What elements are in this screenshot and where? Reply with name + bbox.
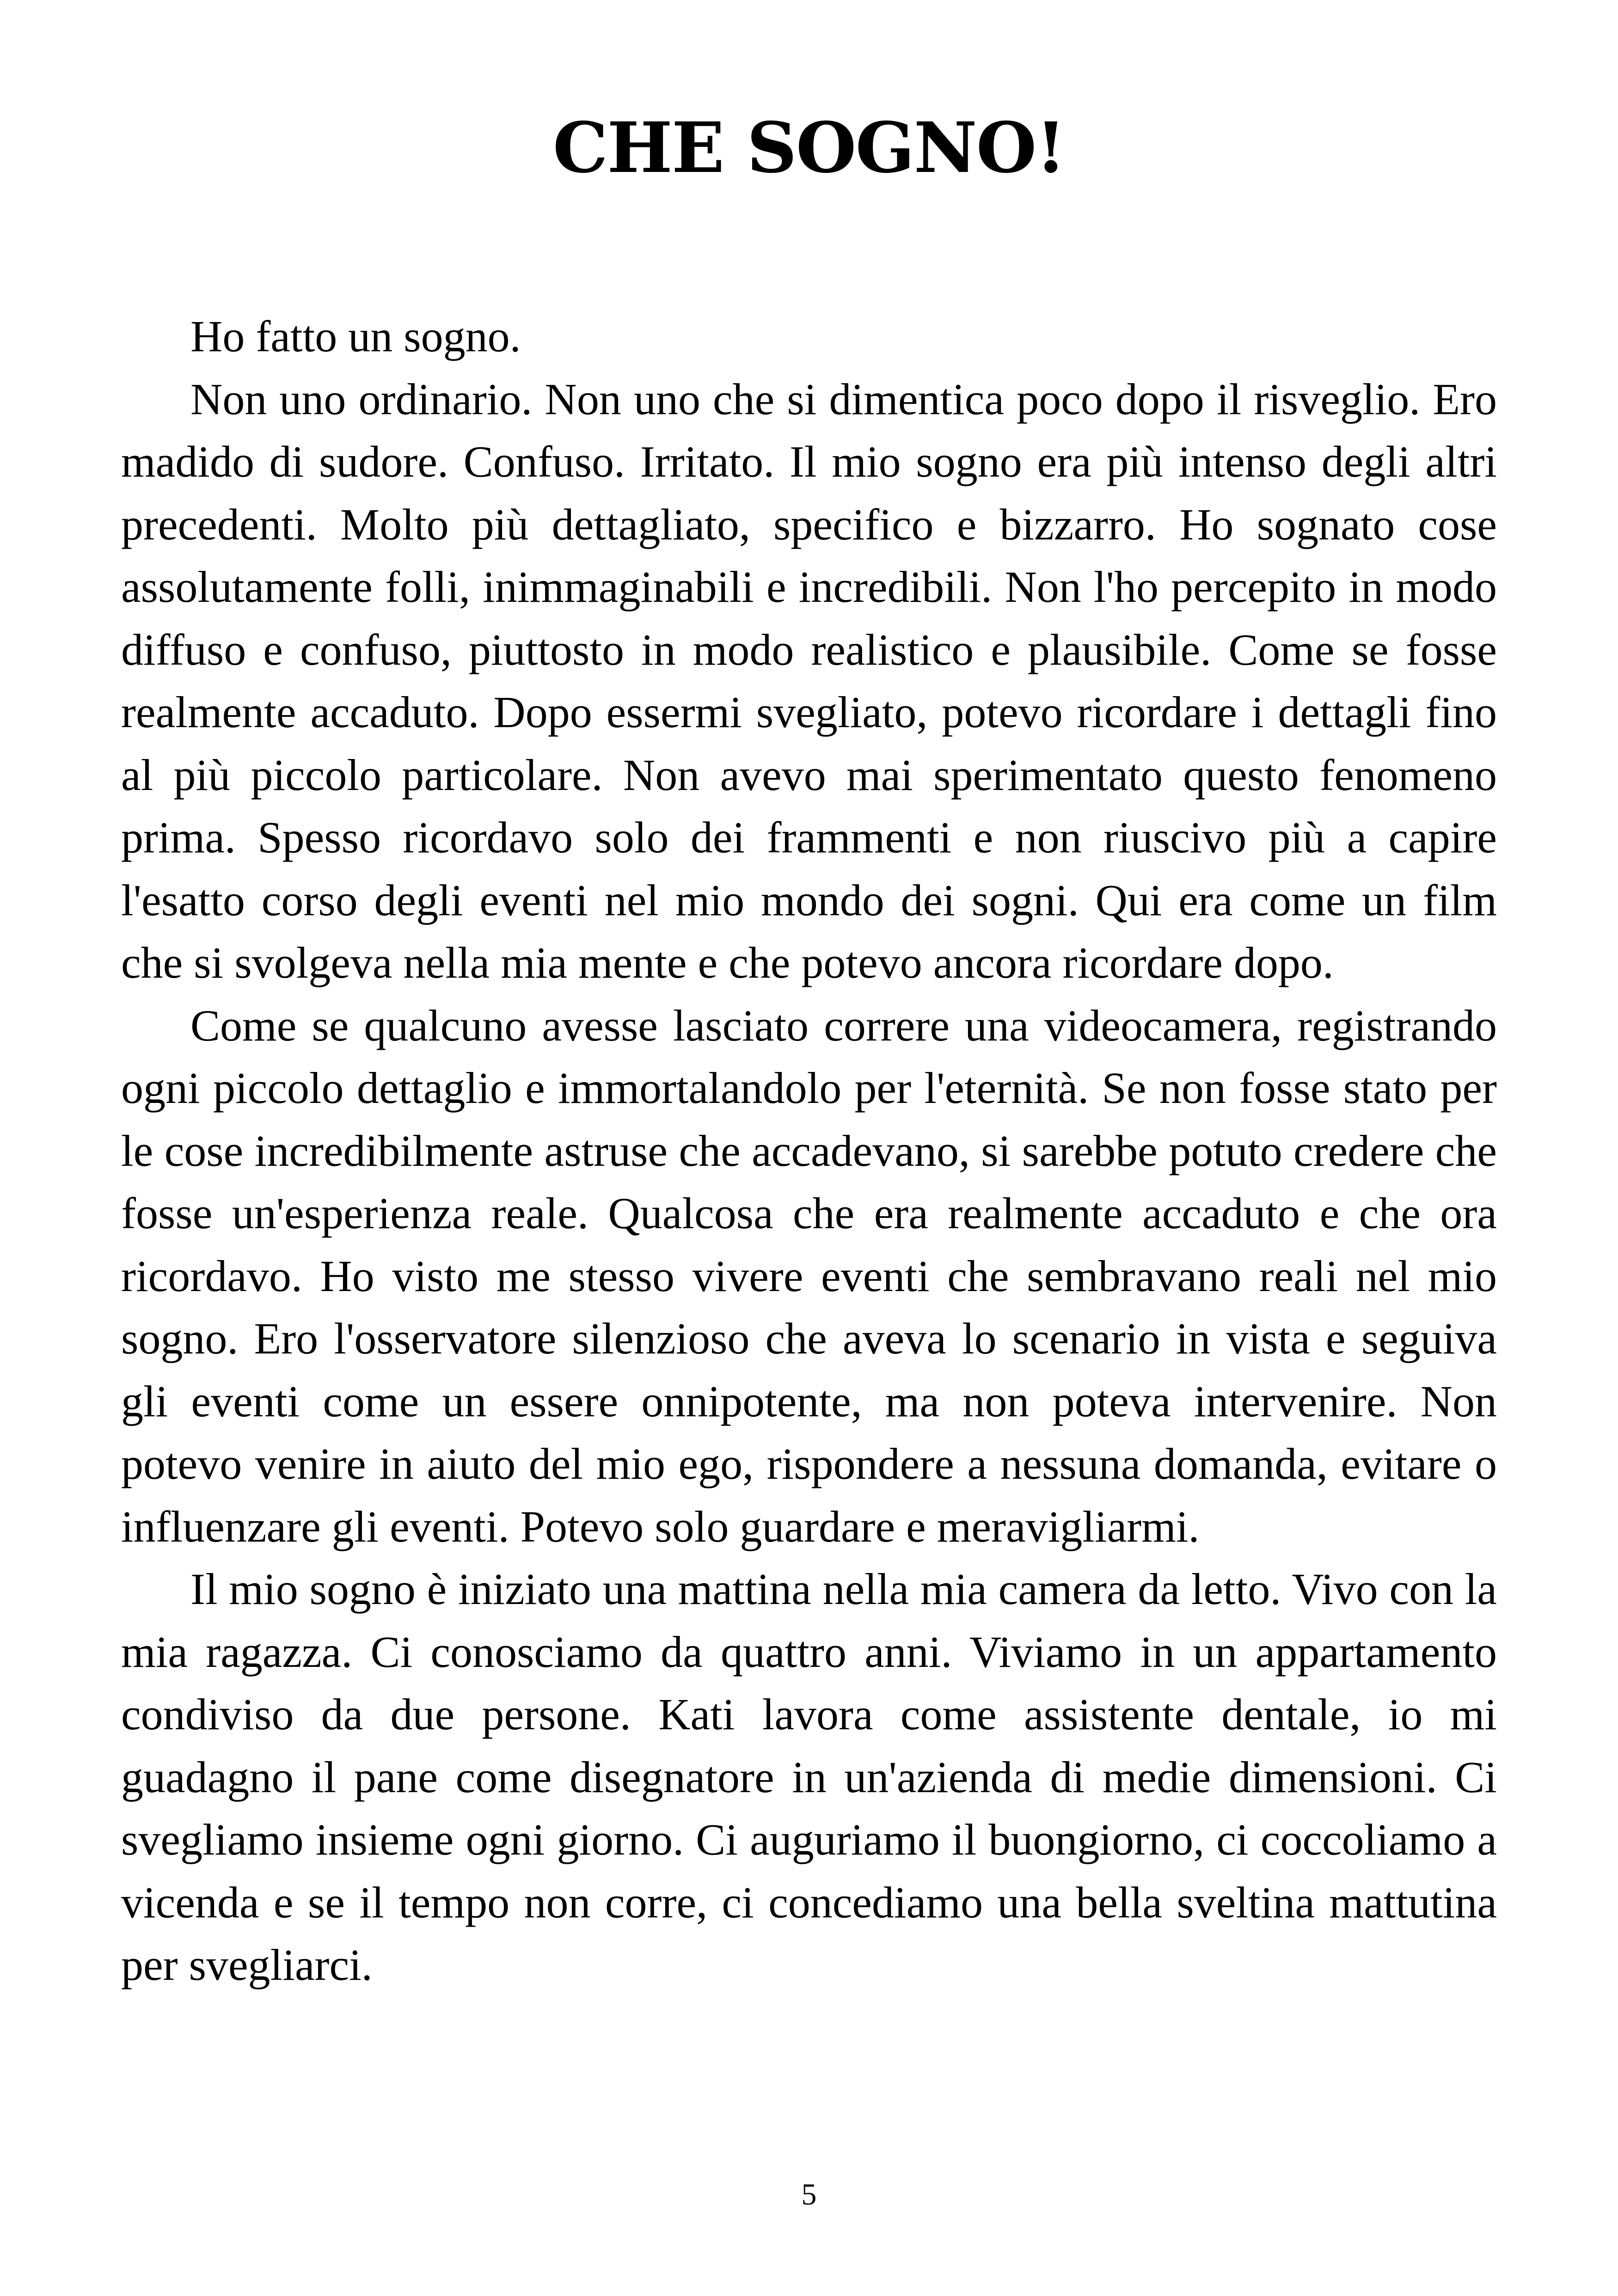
chapter-title: CHE SOGNO! (552, 107, 1066, 189)
page-number: 5 (801, 2178, 817, 2211)
paragraph-3: Come se qualcuno avesse lasciato correre una videocamera, registrando ogni piccolo dettaglio e immortalandolo per l'eternità. Se non fosse stato per le cose incredibilmente astruse che accadevano, si sarebbe potuto credere che fosse un'esperienza reale. Qualcosa che era realmente accaduto e che ora ricordavo. Ho visto me stesso vivere eventi che sembravano reali nel mio sogno. Ero l'osservatore silenzioso che aveva lo scenario in vista e seguiva gli eventi come un essere onnipotente, ma non poteva intervenire. Non potevo venire in aiuto del mio ego, rispondere a nessuna domanda, evitare o influenzare gli eventi. Potevo solo guardare e meravigliarmi. (121, 1000, 1497, 1551)
paragraph-1: Ho fatto un sogno. (190, 312, 521, 361)
paragraph-2: Non uno ordinario. Non uno che si dimentica poco dopo il risveglio. Ero madido di sudore. Confuso. Irritato. Il mio sogno era più intenso degli altri precedenti. Molto più dettagliato, specifico e bizzarro. Ho sognato cose assolutamente folli, inimmaginabili e incredibili. Non l'ho percepito in modo diffuso e confuso, piuttosto in modo realistico e plausibile. Come se fosse realmente accaduto. Dopo essermi svegliato, potevo ricordare i dettagli fino al più piccolo particolare. Non avevo mai sperimentato questo fenomeno prima. Spesso ricordavo solo dei frammenti e non riuscivo più a capire l'esatto corso degli eventi nel mio mondo dei sogni. Qui era come un film che si svolgeva nella mia mente e che potevo ancora ricordare dopo. (121, 374, 1497, 987)
paragraph-4: Il mio sogno è iniziato una mattina nella mia camera da letto. Vivo con la mia ragazza. Ci conosciamo da quattro anni. Viviamo in un appartamento condiviso da due persone. Kati lavora come assistente dentale, io mi guadagno il pane come disegnatore in un'azienda di medie dimensioni. Ci svegliamo insieme ogni giorno. Ci auguriamo il buongiorno, ci coccoliamo a vicenda e se il tempo non corre, ci concediamo una bella sveltina mattutina per svegliarci. (121, 1564, 1497, 1990)
chapter-body (121, 305, 1497, 1996)
